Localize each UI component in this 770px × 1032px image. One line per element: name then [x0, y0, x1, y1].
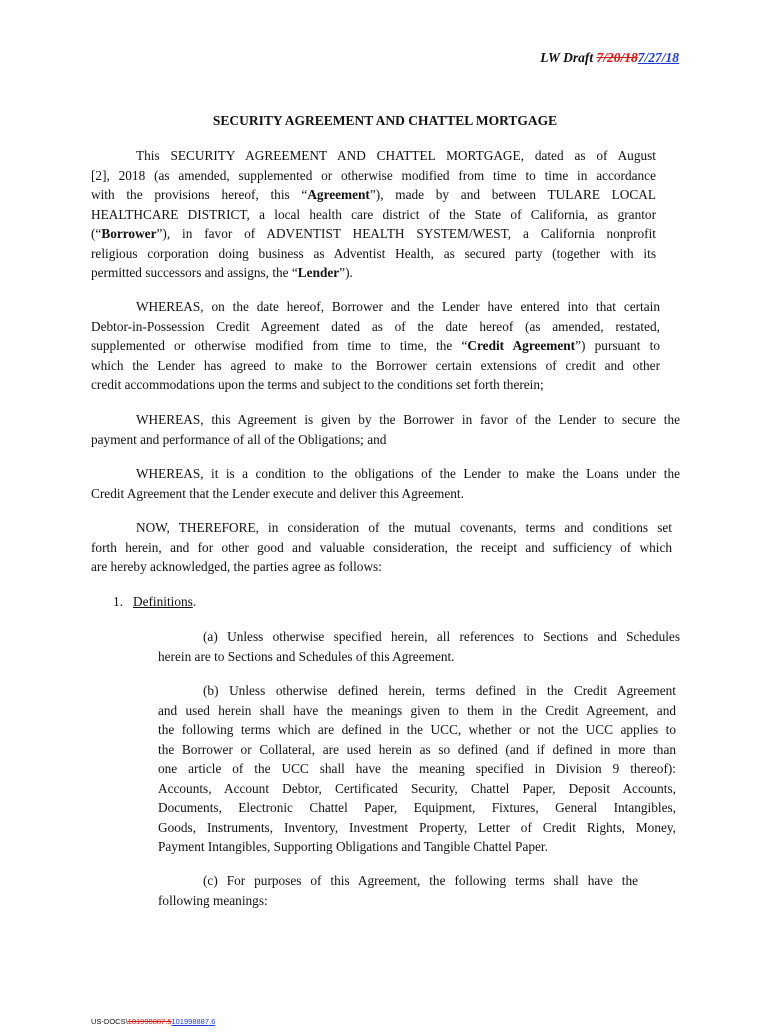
draft-label: LW Draft: [540, 50, 597, 65]
footer-prefix: US-DOCS\: [91, 1017, 128, 1026]
text-line: Credit Agreement that the Lender execute and deliver this Agreement.: [91, 485, 464, 501]
clause-c: [158, 871, 638, 910]
text-line: forth herein, and for other good and valuable consideration, the receipt and sufficiency of which: [91, 539, 672, 555]
text-line: supplemented or otherwise modified from time to time, the “Credit Agreement”) pursuant to: [91, 338, 660, 353]
text-line: religious corporation doing business as Adventist Health, as secured party (together with its: [91, 245, 656, 261]
text-line: WHEREAS, it is a condition to the obligations of the Lender to make the Loans under the: [136, 466, 680, 481]
text-line: the following terms which are defined in the UCC, whether or not the UCC applies to: [158, 722, 676, 737]
defined-term-borrower: Borrower: [101, 226, 157, 241]
text-line: Goods, Instruments, Inventory, Investment Property, Letter of Credit Rights, Money,: [158, 819, 676, 835]
section-title: Definitions: [132, 594, 193, 609]
text-line: the Borrower or Collateral, are used herein as so defined (and if defined in more than: [158, 741, 676, 757]
defined-term-credit-agreement: Credit Agreement: [467, 338, 576, 353]
text-line: This SECURITY AGREEMENT AND CHATTEL MORTGAGE, dated as of August: [136, 148, 656, 163]
document-footer: [91, 1012, 215, 1032]
defined-term-agreement: Agreement: [307, 187, 370, 202]
text-line: following meanings:: [158, 892, 268, 908]
section-number: 1.: [113, 594, 123, 609]
preamble-paragraph: [91, 146, 656, 283]
clause-a: [158, 627, 680, 666]
text-line: Debtor-in-Possession Credit Agreement dated as of the date hereof (as amended, restated,: [91, 318, 660, 334]
text-line: (b) Unless otherwise defined herein, terms defined in the Credit Agreement: [203, 683, 676, 698]
text-line: Payment Intangibles, Supporting Obligations and Tangible Chattel Paper.: [158, 839, 548, 854]
text-line: Documents, Electronic Chattel Paper, Equipment, Fixtures, General Intangibles,: [158, 800, 676, 815]
text-line: (“Borrower”), in favor of ADVENTIST HEALTH SYSTEM/WEST, a California nonprofit: [91, 226, 656, 241]
text-line: are hereby acknowledged, the parties agree as follows:: [91, 559, 382, 574]
text-line: (a) Unless otherwise specified herein, all references to Sections and Schedules: [203, 629, 680, 644]
clause-b: [158, 681, 676, 857]
text-line: NOW, THEREFORE, in consideration of the mutual covenants, terms and conditions set: [136, 520, 672, 535]
text-line: and used herein shall have the meanings given to them in the Credit Agreement, and: [158, 702, 676, 718]
text-line: payment and performance of all of the Obligations; and: [91, 431, 387, 447]
text-line: permitted successors and assigns, the “Lender”).: [91, 265, 353, 280]
draft-deleted-date: 7/20/18: [596, 50, 638, 65]
text-line: credit accommodations upon the terms and subject to the conditions set forth therein;: [91, 377, 544, 392]
section-1-heading: 1. Definitions.: [113, 594, 197, 609]
text-line: (c) For purposes of this Agreement, the following terms shall have the: [203, 873, 638, 888]
text-line: one article of the UCC shall have the meaning specified in Division 9 thereof):: [158, 761, 676, 776]
text-line: which the Lender has agreed to make to the Borrower certain extensions of credit and other: [91, 357, 660, 373]
text-line: WHEREAS, this Agreement is given by the Borrower in favor of the Lender to secure the: [136, 412, 680, 427]
whereas-paragraph-1: [91, 297, 660, 395]
defined-term-lender: Lender: [297, 265, 340, 280]
footer-deleted-id: 101998887.5: [127, 1017, 172, 1026]
document-title: SECURITY AGREEMENT AND CHATTEL MORTGAGE: [212, 113, 558, 128]
draft-stamp: [540, 48, 679, 68]
draft-inserted-date: 7/27/18: [637, 50, 679, 65]
text-line: herein are to Sections and Schedules of this Agreement.: [158, 648, 455, 664]
text-line: with the provisions hereof, this “Agreement”), made by and between TULARE LOCAL: [91, 187, 656, 202]
text-line: Accounts, Account Debtor, Certificated Security, Chattel Paper, Deposit Accounts,: [158, 780, 676, 796]
whereas-paragraph-3: [91, 464, 680, 503]
whereas-paragraph-2: [91, 410, 680, 449]
text-line: [2], 2018 (as amended, supplemented or otherwise modified from time to time in accordance: [91, 167, 656, 183]
now-therefore-paragraph: [91, 518, 672, 577]
text-line: HEALTHCARE DISTRICT, a local health care district of the State of California, as grantor: [91, 206, 656, 222]
footer-inserted-id: 101998887.6: [171, 1017, 216, 1026]
text-line: WHEREAS, on the date hereof, Borrower and the Lender have entered into that certain: [136, 299, 660, 314]
